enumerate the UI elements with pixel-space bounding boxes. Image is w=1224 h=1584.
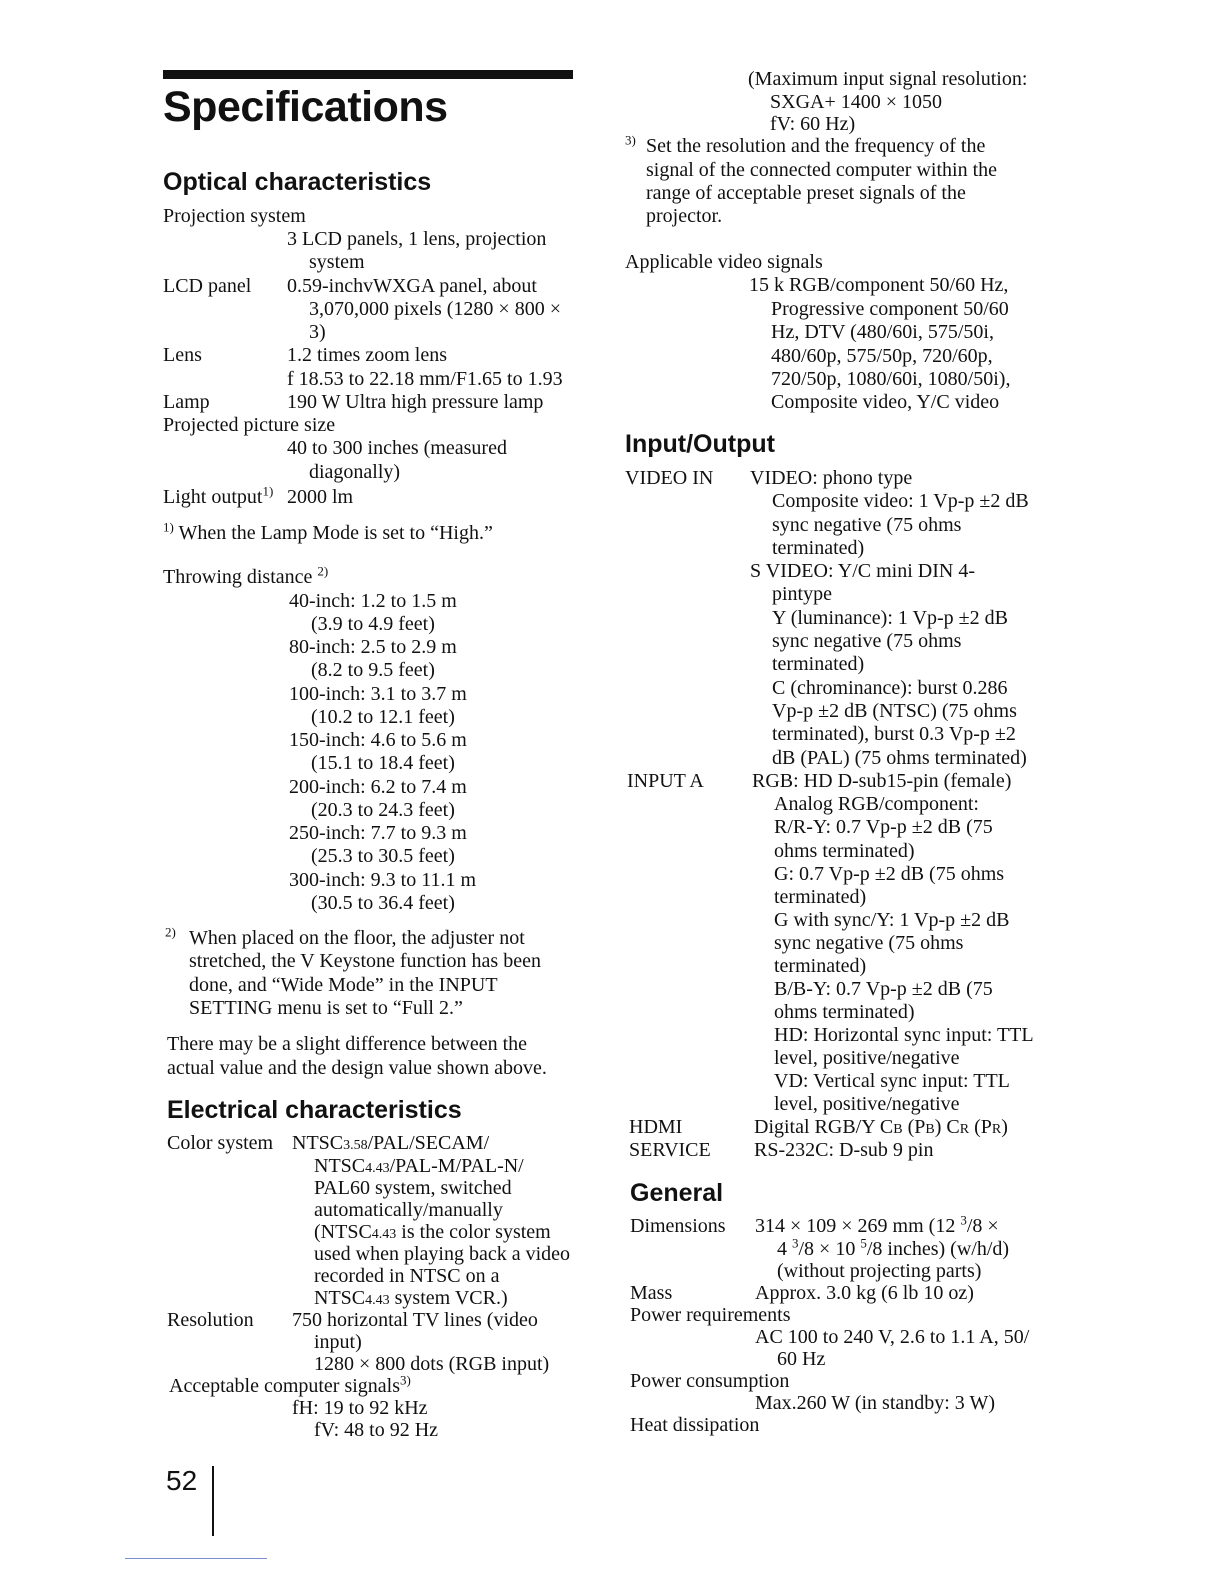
power-requirements-line: 60 Hz — [777, 1348, 826, 1370]
video-in-line: terminated) — [772, 653, 865, 675]
video-in-line: terminated), burst 0.3 Vp-p ±2 — [772, 723, 1016, 745]
video-in-line: sync negative (75 ohms — [772, 514, 962, 536]
dimensions-line: 4 $^3$/8 × 10 $^5$/8 inches) (w/h/d) — [777, 1235, 1010, 1260]
video-signals-line: 480/60p, 575/50p, 720/60p, — [771, 345, 993, 367]
footnote-2-line: stretched, the V Keystone function has been — [189, 950, 541, 972]
video-signals-line: Composite video, Y/C video — [771, 391, 1000, 413]
page-title: Specifications — [163, 83, 448, 131]
footnote-2-line: done, and “Wide Mode” in the INPUT — [189, 974, 498, 996]
throw-distance-line: 300-inch: 9.3 to 11.1 m — [289, 869, 477, 891]
throw-distance-line: (15.1 to 18.4 feet) — [311, 752, 455, 774]
lens-value-line: 1.2 times zoom lens — [287, 344, 447, 366]
lcd-value-line: 3,070,000 pixels (1280 × 800 × — [309, 298, 561, 320]
throw-distance-line: (3.9 to 4.9 feet) — [311, 613, 435, 635]
color-system-line: automatically/manually — [314, 1199, 503, 1221]
resolution-line: 1280 × 800 dots (RGB input) — [314, 1353, 550, 1375]
resolution-line: input) — [314, 1331, 362, 1353]
input-a-line: ohms terminated) — [774, 1001, 915, 1023]
throw-distance-line: (20.3 to 24.3 feet) — [311, 799, 455, 821]
video-in-line: VIDEO: phono type — [750, 467, 913, 489]
resolution-line: 750 horizontal TV lines (video — [292, 1309, 538, 1331]
lcd-label: LCD panel — [163, 275, 252, 297]
power-requirements-line: AC 100 to 240 V, 2.6 to 1.1 A, 50/ — [755, 1326, 1030, 1348]
input-a-line: level, positive/negative — [774, 1047, 960, 1069]
lens-value-line: f 18.53 to 22.18 mm/F1.65 to 1.93 — [287, 368, 563, 390]
power-consumption-value: Max.260 W (in standby: 3 W) — [755, 1392, 995, 1414]
dimensions-label: Dimensions — [630, 1215, 726, 1237]
footnote-mark: 3) — [400, 1372, 411, 1388]
video-in-line: sync negative (75 ohms — [772, 630, 962, 652]
video-signals-line: Hz, DTV (480/60i, 575/50i, — [771, 321, 994, 343]
input-a-line: sync negative (75 ohms — [774, 932, 964, 954]
color-system-line: NTSC3.58/PAL/SECAM/ — [292, 1132, 490, 1154]
input-output-heading: Input/Output — [625, 430, 775, 458]
video-in-line: S VIDEO: Y/C mini DIN 4- — [750, 560, 975, 582]
footnote-1: $^{1)}$ When the Lamp Mode is set to “High.” — [163, 519, 493, 544]
disclaimer-line: actual value and the design value shown above. — [167, 1057, 547, 1079]
video-in-line: dB (PAL) (75 ohms terminated) — [772, 747, 1027, 769]
video-in-label: VIDEO IN — [625, 467, 714, 489]
input-a-line: G with sync/Y: 1 Vp-p ±2 dB — [774, 909, 1010, 931]
throw-distance-line: 80-inch: 2.5 to 2.9 m — [289, 636, 457, 658]
acceptable-signals-label: Acceptable computer signals$^{3)}$ — [169, 1372, 411, 1397]
acceptable-signals-line: fV: 48 to 92 Hz — [314, 1419, 439, 1441]
max-resolution-line: SXGA+ 1400 × 1050 — [770, 91, 943, 113]
color-system-label: Color system — [167, 1132, 274, 1154]
disclaimer-line: There may be a slight difference between the — [167, 1033, 528, 1055]
power-consumption-label: Power consumption — [630, 1370, 790, 1392]
throw-distance-line: (8.2 to 9.5 feet) — [311, 659, 435, 681]
throw-distance-line: (10.2 to 12.1 feet) — [311, 706, 455, 728]
lens-label: Lens — [163, 344, 202, 366]
video-in-line: C (chrominance): burst 0.286 — [772, 677, 1008, 699]
throw-distance-label: Throwing distance $^{2)}$ — [163, 563, 329, 588]
acceptable-signals-line: fH: 19 to 92 kHz — [292, 1397, 428, 1419]
picture-size-value-line: 40 to 300 inches (measured — [287, 437, 507, 459]
footnote-mark: 1) — [262, 483, 274, 499]
video-in-line: Composite video: 1 Vp-p ±2 dB — [772, 490, 1029, 512]
color-system-line: recorded in NTSC on a — [314, 1265, 500, 1287]
service-value: RS-232C: D-sub 9 pin — [754, 1139, 934, 1161]
lcd-value-line: 0.59-inchvWXGA panel, about — [287, 275, 537, 297]
color-system-line: used when playing back a video — [314, 1243, 571, 1265]
color-system-line: PAL60 system, switched — [314, 1177, 512, 1199]
throw-distance-line: 250-inch: 7.7 to 9.3 m — [289, 822, 467, 844]
input-a-label: INPUT A — [627, 770, 704, 792]
throw-distance-line: (30.5 to 36.4 feet) — [311, 892, 455, 914]
input-a-line: G: 0.7 Vp-p ±2 dB (75 ohms — [774, 863, 1005, 885]
footnote-3-mark: 3) — [625, 132, 636, 148]
video-signals-line: Progressive component 50/60 — [771, 298, 1009, 320]
dimensions-line: 314 × 109 × 269 mm (12 $^3$/8 × — [755, 1212, 999, 1237]
projection-value-line: 3 LCD panels, 1 lens, projection — [287, 228, 547, 250]
video-in-line: terminated) — [772, 537, 865, 559]
throw-distance-line: 200-inch: 6.2 to 7.4 m — [289, 776, 467, 798]
max-resolution-line: fV: 60 Hz) — [770, 113, 856, 135]
footnote-3-line: signal of the connected computer within the — [646, 159, 998, 181]
input-a-line: terminated) — [774, 886, 867, 908]
video-signals-line: 15 k RGB/component 50/60 Hz, — [749, 274, 1009, 296]
mass-value: Approx. 3.0 kg (6 lb 10 oz) — [755, 1282, 974, 1304]
title-rule — [163, 70, 573, 79]
page-number-rule — [212, 1466, 214, 1536]
lamp-label: Lamp — [163, 391, 210, 413]
hdmi-label: HDMI — [629, 1116, 683, 1138]
footnote-2-line: When placed on the floor, the adjuster not — [189, 927, 525, 949]
projection-value-line: system — [309, 251, 365, 273]
color-system-line: NTSC4.43 system VCR.) — [314, 1287, 508, 1309]
footnote-2-line: SETTING menu is set to “Full 2.” — [189, 997, 463, 1019]
general-heading: General — [630, 1179, 724, 1207]
page-number: 52 — [166, 1465, 198, 1496]
input-a-line: VD: Vertical sync input: TTL — [774, 1070, 1010, 1092]
picture-size-label: Projected picture size — [163, 414, 336, 436]
resolution-label: Resolution — [167, 1309, 254, 1331]
footnote-2-mark: 2) — [165, 924, 176, 940]
throw-distance-line: 100-inch: 3.1 to 3.7 m — [289, 683, 467, 705]
projection-label: Projection system — [163, 205, 306, 227]
footnote-3-line: projector. — [646, 205, 723, 227]
power-requirements-label: Power requirements — [630, 1304, 791, 1326]
light-output-label: Light output$^{1)}$ — [163, 483, 274, 508]
bottom-rule — [125, 1558, 267, 1559]
input-a-line: RGB: HD D-sub15-pin (female) — [752, 770, 1012, 792]
video-signals-line: 720/50p, 1080/60i, 1080/50i), — [771, 368, 1011, 390]
input-a-line: B/B-Y: 0.7 Vp-p ±2 dB (75 — [774, 978, 993, 1000]
picture-size-value-line: diagonally) — [309, 461, 401, 483]
lamp-value: 190 W Ultra high pressure lamp — [287, 391, 544, 413]
heat-dissipation-label: Heat dissipation — [630, 1414, 760, 1436]
dimensions-line: (without projecting parts) — [777, 1260, 982, 1282]
footnote-3-line: Set the resolution and the frequency of the — [646, 135, 986, 157]
input-a-line: HD: Horizontal sync input: TTL — [774, 1024, 1034, 1046]
color-system-line: (NTSC4.43 is the color system — [314, 1221, 551, 1243]
service-label: SERVICE — [629, 1139, 711, 1161]
video-in-line: Vp-p ±2 dB (NTSC) (75 ohms — [772, 700, 1017, 722]
footnote-mark: 2) — [317, 563, 329, 579]
color-system-line: NTSC4.43/PAL-M/PAL-N/ — [314, 1155, 524, 1177]
video-in-line: Y (luminance): 1 Vp-p ±2 dB — [772, 607, 1008, 629]
video-signals-label: Applicable video signals — [625, 251, 823, 273]
throw-distance-line: 40-inch: 1.2 to 1.5 m — [289, 590, 457, 612]
hdmi-value: Digital RGB/Y CB (PB) CR (PR) — [754, 1116, 1008, 1138]
footnote-3-line: range of acceptable preset signals of the — [646, 182, 966, 204]
input-a-line: Analog RGB/component: — [774, 793, 979, 815]
light-output-value: 2000 lm — [287, 486, 354, 508]
video-in-line: pintype — [772, 583, 832, 605]
optical-heading: Optical characteristics — [163, 168, 432, 196]
input-a-line: ohms terminated) — [774, 840, 915, 862]
input-a-line: R/R-Y: 0.7 Vp-p ±2 dB (75 — [774, 816, 993, 838]
footnote-mark: 1) — [163, 519, 174, 535]
max-resolution-line: (Maximum input signal resolution: — [748, 68, 1028, 90]
electrical-heading: Electrical characteristics — [167, 1096, 462, 1124]
mass-label: Mass — [630, 1282, 673, 1304]
throw-distance-line: 150-inch: 4.6 to 5.6 m — [289, 729, 467, 751]
input-a-line: terminated) — [774, 955, 867, 977]
lcd-value-line: 3) — [309, 321, 326, 343]
input-a-line: level, positive/negative — [774, 1093, 960, 1115]
throw-distance-line: (25.3 to 30.5 feet) — [311, 845, 455, 867]
